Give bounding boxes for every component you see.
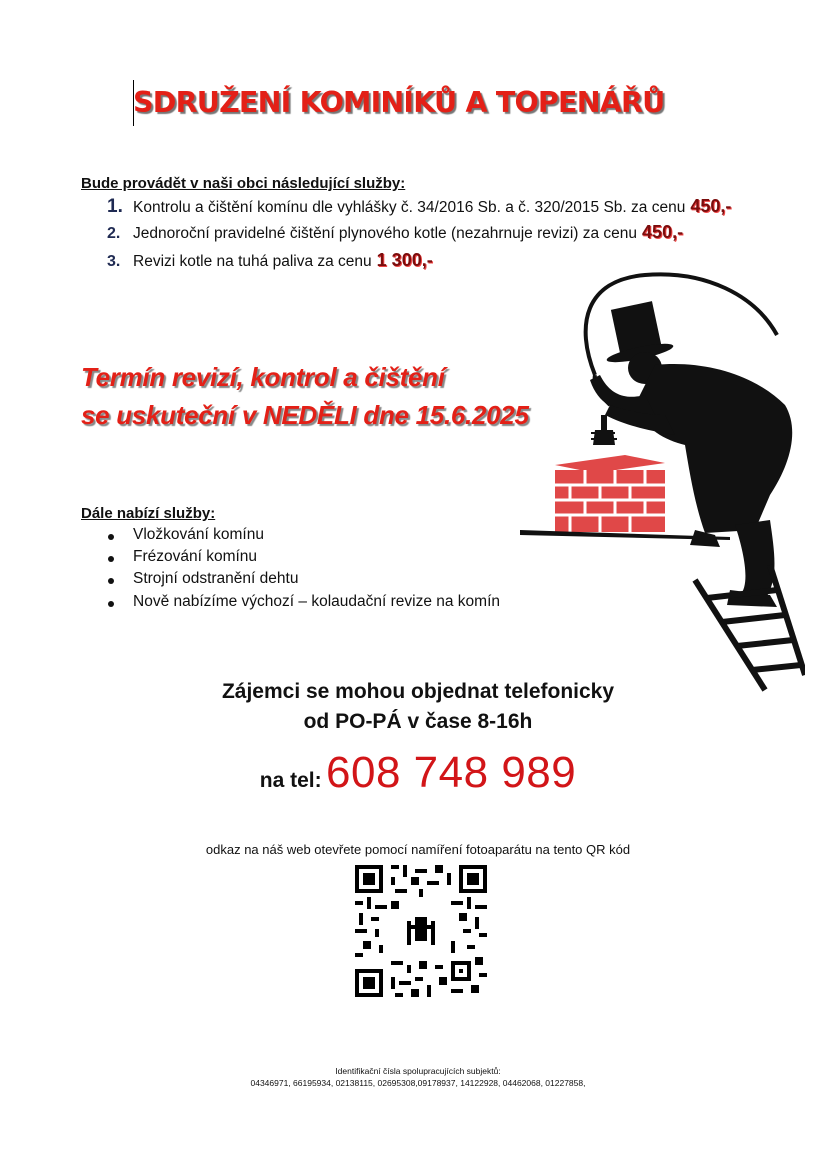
qr-code[interactable] xyxy=(355,865,487,997)
contact-line-2: od PO-PÁ v čase 8-16h xyxy=(303,710,533,733)
service-text: Kontrolu a čištění komínu dle vyhlášky č. 34/2016 Sb. a č. 320/2015 Sb. za cenu xyxy=(133,199,686,216)
more-service-text: Frézování komínu xyxy=(133,548,258,565)
more-service-text: Strojní odstranění dehtu xyxy=(133,570,299,587)
footer-line-2: 04346971, 66195934, 02138115, 02695308,09178937, 14122928, 04462068, 01227858, xyxy=(250,1078,586,1088)
brick-chimney-icon xyxy=(555,455,665,532)
more-service-item xyxy=(133,593,500,611)
footer-line-1: Identifikační čísla spolupracujících subjektů: xyxy=(335,1066,501,1076)
more-service-text: Vložkování komínu xyxy=(133,526,264,543)
qr-note: odkaz na náš web otevřete pomocí namíření fotoaparátu na tento QR kód xyxy=(205,842,631,857)
service-item-2 xyxy=(107,222,683,243)
bullet-icon xyxy=(108,556,114,562)
more-service-text: Nově nabízíme výchozí – kolaudační revize na komín xyxy=(133,593,501,610)
service-price: 450,- xyxy=(642,222,684,242)
bullet-icon xyxy=(108,601,114,607)
service-item-1 xyxy=(107,196,731,218)
bullet-icon xyxy=(108,534,114,540)
service-text: Revizi kotle na tuhá paliva za cenu xyxy=(133,253,372,270)
chimney-sweep-figure xyxy=(590,301,792,607)
contact-line-1: Zájemci se mohou objednat telefonicky xyxy=(221,680,615,703)
service-price: 450,- xyxy=(690,196,732,216)
service-price: 1 300,- xyxy=(376,250,433,270)
more-service-item xyxy=(133,526,264,544)
phone-number[interactable]: 608 748 989 xyxy=(326,748,577,797)
more-services-heading: Dále nabízí služby: xyxy=(81,505,216,522)
page-title: SDRUŽENÍ KOMINÍKŮ A TOPENÁŘŮ xyxy=(133,86,665,119)
term-line-1: Termín revizí, kontrol a čištění xyxy=(81,362,445,392)
service-number: 1. xyxy=(107,196,123,217)
chimney-sweep-illustration xyxy=(515,265,805,695)
phone-label: na tel: xyxy=(259,769,322,792)
more-service-item xyxy=(133,548,257,566)
service-item-3 xyxy=(107,250,433,271)
more-service-item xyxy=(133,570,298,588)
service-text: Jednoroční pravidelné čištění plynového kotle (nezahrnuje revizi) za cenu xyxy=(133,225,638,242)
term-line-2: se uskuteční v NEDĚLI dne 15.6.2025 xyxy=(81,400,529,430)
service-number: 3. xyxy=(107,253,121,270)
services-heading: Bude provádět v naši obci následující služby: xyxy=(81,175,406,192)
phone-row xyxy=(0,748,836,798)
brush-icon xyxy=(591,415,617,445)
bullet-icon xyxy=(108,578,114,584)
service-number: 2. xyxy=(107,225,121,242)
